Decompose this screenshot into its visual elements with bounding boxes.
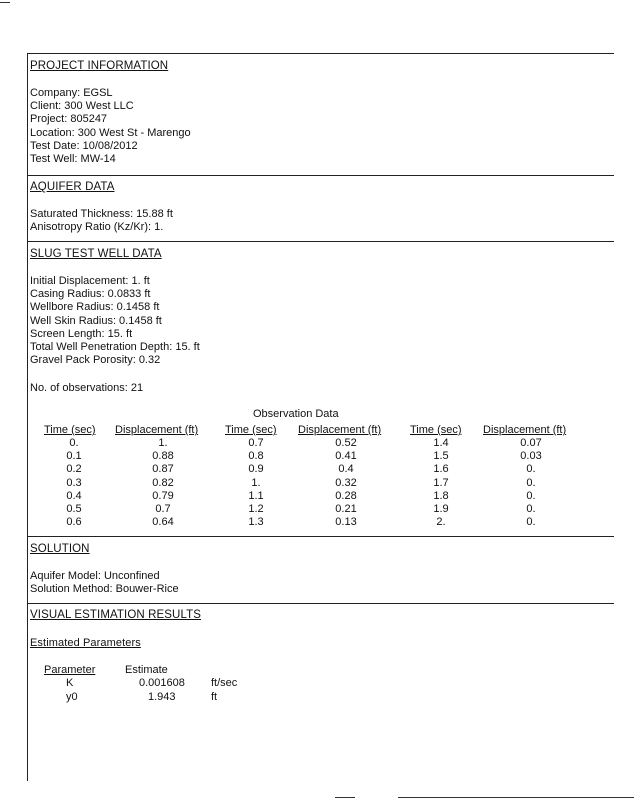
table-cell: 0. xyxy=(526,503,536,516)
table-cell: 2. xyxy=(436,516,446,529)
displacement-column-1 xyxy=(143,437,183,529)
table-cell: 0.4 xyxy=(66,489,82,502)
estimate-k: 0.001608 xyxy=(139,677,185,689)
table-cell: 1.1 xyxy=(248,489,264,502)
table-cell: 0.82 xyxy=(152,476,174,489)
table-cell: 0.13 xyxy=(335,516,357,529)
divider-solution xyxy=(27,536,614,537)
table-cell: 0.21 xyxy=(335,503,357,516)
divider-top xyxy=(27,53,614,54)
scan-mark xyxy=(335,797,355,798)
table-cell: 1.4 xyxy=(433,437,449,449)
aquifer-model-line: Aquifer Model: Unconfined xyxy=(30,570,160,582)
table-cell: 1. xyxy=(251,476,261,489)
visual-estimation-title: VISUAL ESTIMATION RESULTS xyxy=(30,609,201,621)
test-well-line: Test Well: MW-14 xyxy=(30,153,116,166)
displacement-column-2 xyxy=(326,437,366,529)
time-column-2 xyxy=(236,437,276,529)
time-header-2: Time (sec) xyxy=(225,424,277,436)
unit-k: ft/sec xyxy=(211,677,238,689)
table-cell: 0.5 xyxy=(66,503,82,516)
slug-test-title: SLUG TEST WELL DATA xyxy=(30,248,162,260)
table-cell: 0.28 xyxy=(335,489,357,502)
estimated-parameters-subtitle: Estimated Parameters xyxy=(30,637,141,649)
displacement-column-3 xyxy=(511,437,551,529)
project-line: Project: 805247 xyxy=(30,113,108,126)
table-cell: 0. xyxy=(69,437,79,449)
client-line: Client: 300 West LLC xyxy=(30,100,134,113)
project-info-lines xyxy=(30,87,191,166)
well-skin-radius-line: Well Skin Radius: 0.1458 ft xyxy=(30,314,162,327)
divider-visual xyxy=(27,603,614,604)
unit-y0: ft xyxy=(211,691,218,703)
table-cell: 0.9 xyxy=(248,463,264,476)
table-cell: 0.1 xyxy=(66,450,82,463)
table-cell: 0.6 xyxy=(66,516,82,529)
displacement-header-3: Displacement (ft) xyxy=(483,424,567,436)
test-date-line: Test Date: 10/08/2012 xyxy=(30,139,138,152)
penetration-depth-line: Total Well Penetration Depth: 15. ft xyxy=(30,341,200,354)
table-cell: 0.8 xyxy=(248,450,264,463)
left-border xyxy=(27,53,28,781)
aquifer-data-lines xyxy=(30,208,173,234)
divider-slug xyxy=(27,241,614,242)
table-cell: 0.79 xyxy=(152,489,174,502)
table-cell: 1.6 xyxy=(433,463,449,476)
location-line: Location: 300 West St - Marengo xyxy=(30,126,191,139)
estimate-y0: 1.943 xyxy=(148,691,176,703)
table-cell: 1.8 xyxy=(433,489,449,502)
estimate-header: Estimate xyxy=(125,664,168,676)
gravel-pack-porosity-line: Gravel Pack Porosity: 0.32 xyxy=(30,354,161,367)
table-cell: 0.7 xyxy=(248,437,264,449)
screen-length-line: Screen Length: 15. ft xyxy=(30,327,133,340)
table-cell: 1.5 xyxy=(433,450,449,463)
company-line: Company: EGSL xyxy=(30,87,113,99)
table-cell: 1. xyxy=(158,437,168,449)
observation-data-title: Observation Data xyxy=(253,408,339,420)
scan-mark xyxy=(398,797,634,798)
table-cell: 0.41 xyxy=(335,450,357,463)
wellbore-radius-line: Wellbore Radius: 0.1458 ft xyxy=(30,301,160,314)
table-cell: 1.3 xyxy=(248,516,264,529)
table-cell: 0. xyxy=(526,476,536,489)
casing-radius-line: Casing Radius: 0.0833 ft xyxy=(30,288,151,301)
initial-displacement-line: Initial Displacement: 1. ft xyxy=(30,275,150,287)
time-header-1: Time (sec) xyxy=(44,424,96,436)
table-cell: 0.3 xyxy=(66,476,82,489)
displacement-header-2: Displacement (ft) xyxy=(298,424,382,436)
time-column-3 xyxy=(421,437,461,529)
scan-mark xyxy=(0,2,10,3)
param-y0: y0 xyxy=(66,691,78,703)
time-column-1 xyxy=(54,437,94,529)
table-cell: 1.7 xyxy=(433,476,449,489)
anisotropy-ratio-line: Anisotropy Ratio (Kz/Kr): 1. xyxy=(30,221,164,234)
observation-count: No. of observations: 21 xyxy=(30,382,144,394)
parameter-header: Parameter xyxy=(44,664,96,676)
table-cell: 0.7 xyxy=(155,503,171,516)
solution-method-line: Solution Method: Bouwer-Rice xyxy=(30,583,179,596)
displacement-header-1: Displacement (ft) xyxy=(115,424,199,436)
table-cell: 1.2 xyxy=(248,503,264,516)
table-cell: 0. xyxy=(526,463,536,476)
table-cell: 0. xyxy=(526,489,536,502)
table-cell: 0.87 xyxy=(152,463,174,476)
table-cell: 0.88 xyxy=(152,450,174,463)
table-cell: 0.64 xyxy=(152,516,174,529)
table-cell: 0.52 xyxy=(335,437,357,449)
table-cell: 0.32 xyxy=(335,476,357,489)
project-info-title: PROJECT INFORMATION xyxy=(30,60,169,72)
solution-title: SOLUTION xyxy=(30,543,90,555)
table-cell: 0. xyxy=(526,516,536,529)
table-cell: 0.03 xyxy=(520,450,542,463)
time-header-3: Time (sec) xyxy=(410,424,462,436)
param-k: K xyxy=(66,677,74,689)
solution-lines xyxy=(30,570,179,596)
divider-aquifer xyxy=(27,175,614,176)
table-cell: 0.07 xyxy=(520,437,542,449)
table-cell: 1.9 xyxy=(433,503,449,516)
saturated-thickness-line: Saturated Thickness: 15.88 ft xyxy=(30,208,173,220)
aquifer-data-title: AQUIFER DATA xyxy=(30,181,115,193)
slug-test-lines xyxy=(30,275,200,367)
table-cell: 0.2 xyxy=(66,463,82,476)
table-cell: 0.4 xyxy=(338,463,354,476)
